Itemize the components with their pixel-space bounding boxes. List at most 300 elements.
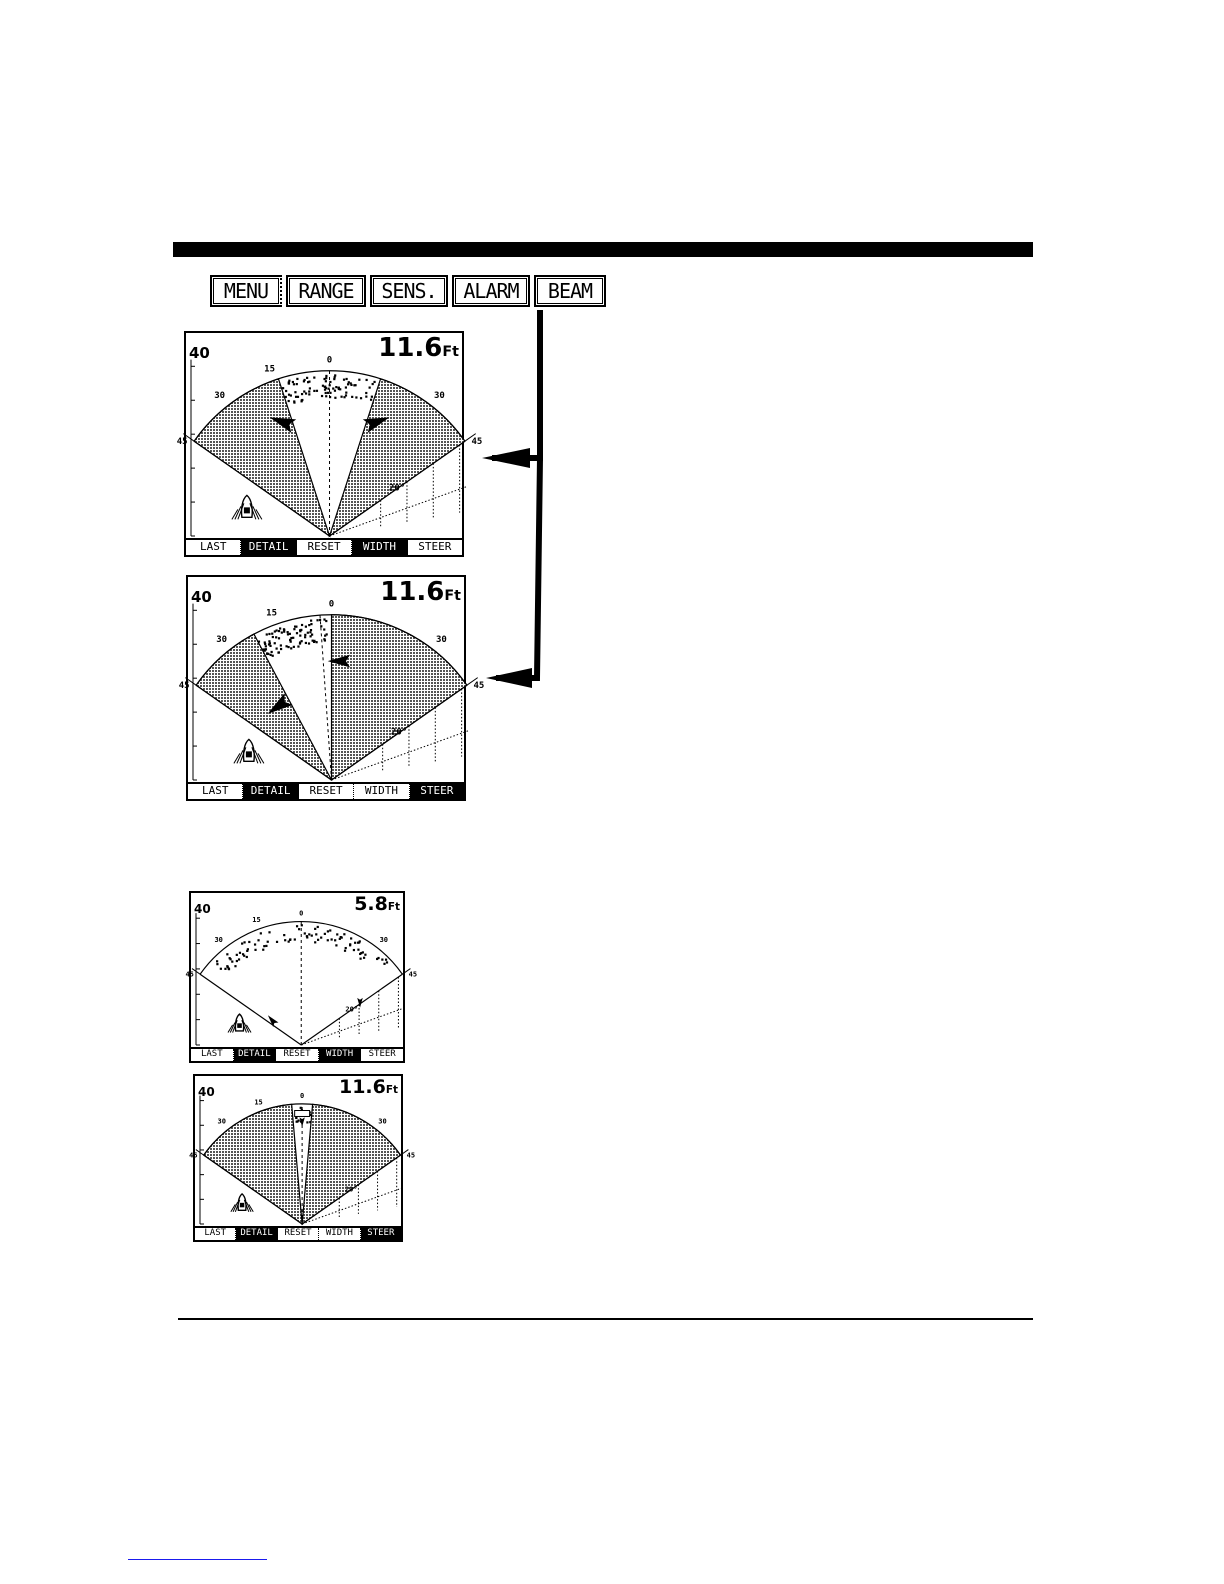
echo-return: [306, 1121, 308, 1123]
echo-return: [298, 1119, 300, 1121]
echo-return: [329, 392, 331, 394]
echo-return: [335, 386, 337, 388]
echo-return: [369, 387, 371, 389]
echo-return: [295, 396, 297, 398]
echo-return: [365, 396, 367, 398]
depth-value: 5.8: [354, 893, 388, 915]
echo-return: [287, 633, 289, 635]
echo-return: [293, 628, 295, 630]
echo-return: [246, 956, 248, 958]
tilt-angle-label: 20°: [388, 483, 406, 494]
echo-return: [316, 390, 318, 392]
angle-label-right30: 30: [379, 935, 389, 944]
beam-shade-right: [330, 379, 465, 536]
screen-softkey-last[interactable]: LAST: [186, 540, 241, 555]
echo-return: [277, 652, 279, 654]
echo-return: [260, 932, 262, 934]
angle-label-left30: 30: [216, 634, 228, 645]
screen-softkey-last[interactable]: LAST: [188, 784, 243, 799]
tilt-baseline: [301, 1008, 404, 1045]
echo-return: [294, 625, 296, 627]
tilt-angle-label: 20°: [345, 1005, 359, 1014]
echo-return: [265, 945, 267, 947]
depth-value: 11.6: [338, 1076, 386, 1098]
echo-return: [338, 387, 340, 389]
echo-return: [372, 383, 374, 385]
echo-return: [324, 933, 326, 935]
echo-return: [267, 941, 269, 943]
screen-softkey-reset[interactable]: RESET: [299, 784, 354, 799]
range-label: 40: [198, 1085, 215, 1099]
echo-return: [285, 390, 287, 392]
echo-return: [377, 957, 379, 959]
echo-return: [303, 390, 305, 392]
sonar-screen-steer: [178, 575, 485, 801]
echo-return: [335, 944, 337, 946]
echo-return: [366, 379, 368, 381]
screen-softkey-width[interactable]: WIDTH: [319, 1049, 362, 1061]
angle-label-left30: 30: [214, 935, 223, 944]
echo-return: [309, 1121, 311, 1123]
screen-softkey-reset[interactable]: RESET: [278, 1228, 319, 1240]
depth-readout: [339, 1078, 398, 1097]
echo-return: [325, 377, 327, 379]
echo-return: [294, 938, 296, 940]
depth-unit: Ft: [444, 588, 461, 604]
echo-return: [241, 942, 243, 944]
echo-return: [353, 949, 355, 951]
echo-return: [313, 376, 315, 378]
echo-return: [345, 947, 347, 949]
echo-return: [280, 644, 282, 646]
echo-return: [272, 655, 274, 657]
echo-return: [320, 937, 322, 939]
echo-return: [323, 628, 325, 630]
tilt-angle-label: 20°: [390, 727, 408, 738]
echo-return: [254, 949, 256, 951]
angle-label-left45: 45: [185, 970, 194, 979]
boat-icon: [228, 1014, 251, 1032]
angle-label-center: 0: [299, 909, 304, 918]
angle-label-right45: 45: [473, 681, 485, 692]
echo-return: [329, 384, 331, 386]
echo-return: [321, 395, 323, 397]
echo-return: [308, 624, 310, 626]
echo-return: [236, 954, 238, 956]
echo-return: [279, 627, 281, 629]
echo-return: [327, 939, 329, 941]
echo-return: [329, 381, 331, 383]
screen-softkey-last[interactable]: LAST: [191, 1049, 234, 1061]
echo-return: [293, 400, 295, 402]
screen-softkey-width[interactable]: WIDTH: [354, 784, 409, 799]
sonar-screen-narrow: [189, 1074, 416, 1242]
screen-softkey-steer[interactable]: STEER: [408, 540, 462, 555]
screen-softkey-bar: [188, 782, 464, 799]
echo-return: [306, 935, 308, 937]
echo-return: [271, 633, 273, 635]
depth-readout: [380, 579, 461, 605]
echo-return: [353, 384, 355, 386]
screen-softkey-steer[interactable]: STEER: [410, 784, 464, 799]
echo-return: [359, 958, 361, 960]
echo-return: [343, 933, 345, 935]
echo-return: [307, 632, 309, 634]
echo-return: [343, 379, 345, 381]
beam-shade-left: [194, 379, 329, 536]
echo-return: [254, 943, 256, 945]
echo-return: [243, 941, 245, 943]
echo-return: [308, 642, 310, 644]
range-label: 40: [194, 902, 211, 916]
echo-return: [288, 380, 290, 382]
echo-return: [239, 952, 241, 954]
echo-return: [317, 926, 319, 928]
echo-return: [317, 939, 319, 941]
echo-return: [284, 939, 286, 941]
echo-return: [334, 939, 336, 941]
echo-return: [306, 377, 308, 379]
echo-return: [297, 645, 299, 647]
echo-return: [268, 640, 270, 642]
echo-return: [288, 400, 290, 402]
echo-return: [274, 642, 276, 644]
echo-return: [276, 647, 278, 649]
angle-label-left15: 15: [266, 608, 278, 619]
screen-softkey-reset[interactable]: RESET: [297, 540, 352, 555]
angle-label-right45: 45: [408, 970, 418, 979]
echo-return: [320, 625, 322, 627]
echo-return: [257, 939, 259, 941]
echo-return: [313, 640, 315, 642]
echo-return: [357, 949, 359, 951]
echo-return: [325, 380, 327, 382]
echo-return: [299, 629, 301, 631]
echo-return: [296, 632, 298, 634]
echo-return: [323, 638, 325, 640]
depth-unit: Ft: [442, 344, 459, 360]
echo-return: [300, 400, 302, 402]
echo-return: [226, 965, 228, 967]
echo-return: [289, 639, 291, 641]
echo-return: [296, 925, 298, 927]
echo-return: [296, 383, 298, 385]
echo-return: [272, 636, 274, 638]
echo-return: [373, 381, 375, 383]
echo-return: [278, 630, 280, 632]
angle-label-center: 0: [328, 599, 335, 610]
echo-return: [324, 389, 326, 391]
screen-softkey-bar: [186, 538, 462, 555]
echo-return: [283, 631, 285, 633]
echo-return: [350, 937, 352, 939]
screen-softkey-width[interactable]: WIDTH: [352, 540, 407, 555]
depth-readout: [378, 335, 459, 361]
echo-return: [363, 957, 365, 959]
echo-return: [332, 387, 334, 389]
echo-return: [329, 929, 331, 931]
echo-return: [334, 374, 336, 376]
boat-icon: [232, 495, 262, 519]
echo-return: [269, 642, 271, 644]
angle-label-center: 0: [326, 355, 333, 366]
echo-return: [278, 637, 280, 639]
echo-return: [344, 950, 346, 952]
echo-return: [336, 933, 338, 935]
screen-softkey-detail[interactable]: DETAIL: [234, 1049, 277, 1061]
echo-return: [345, 394, 347, 396]
echo-return: [325, 392, 327, 394]
echo-return: [364, 954, 366, 956]
echo-return: [246, 950, 248, 952]
angle-label-left45: 45: [189, 1151, 198, 1160]
echo-return: [324, 635, 326, 637]
echo-return: [327, 388, 329, 390]
echo-return: [360, 397, 362, 399]
echo-return: [292, 381, 294, 383]
echo-return: [303, 380, 305, 382]
beam-shade-left: [196, 634, 331, 780]
echo-return: [346, 378, 348, 380]
echo-return: [358, 379, 360, 381]
echo-return: [298, 928, 300, 930]
echo-return: [288, 382, 290, 384]
echo-return: [216, 960, 218, 962]
range-label: 40: [189, 344, 210, 362]
angle-label-left15: 15: [252, 916, 261, 925]
echo-return: [216, 963, 218, 965]
echo-return: [347, 383, 349, 385]
angle-label-left15: 15: [264, 364, 276, 375]
echo-return: [264, 648, 266, 650]
screen-softkey-bar: [195, 1226, 401, 1240]
echo-return: [280, 648, 282, 650]
echo-return: [350, 384, 352, 386]
echo-return: [331, 938, 333, 940]
echo-return: [308, 933, 310, 935]
echo-return: [258, 641, 260, 643]
screen-softkey-detail[interactable]: DETAIL: [236, 1228, 277, 1240]
echo-return: [348, 381, 350, 383]
echo-return: [285, 645, 287, 647]
screen-softkey-reset[interactable]: RESET: [276, 1049, 319, 1061]
echo-return: [310, 629, 312, 631]
echo-return: [248, 941, 250, 943]
screen-softkey-steer[interactable]: STEER: [361, 1049, 403, 1061]
echo-return: [316, 641, 318, 643]
echo-return: [283, 628, 285, 630]
echo-return: [267, 653, 269, 655]
echo-return: [263, 945, 265, 947]
echo-return: [334, 390, 336, 392]
menu-softkey[interactable]: MENU: [210, 275, 282, 307]
echo-return: [300, 1107, 302, 1109]
angle-label-right30: 30: [435, 634, 447, 645]
echo-return: [293, 646, 295, 648]
echo-return: [287, 646, 289, 648]
echo-return: [305, 392, 307, 394]
sonar-screen-wide: [185, 891, 418, 1063]
echo-return: [354, 942, 356, 944]
echo-return: [301, 393, 303, 395]
echo-return: [345, 386, 347, 388]
echo-return: [229, 958, 231, 960]
echo-return: [309, 387, 311, 389]
echo-return: [309, 631, 311, 633]
screen-softkey-bar: [191, 1047, 403, 1061]
echo-return: [231, 961, 233, 963]
echo-return: [295, 1117, 297, 1119]
echo-return: [310, 623, 312, 625]
angle-label-left15: 15: [254, 1098, 263, 1107]
angle-label-left45: 45: [176, 437, 188, 448]
screen-softkey-detail[interactable]: DETAIL: [243, 784, 298, 799]
narrow-beam-marker: [295, 1111, 310, 1117]
boat-icon: [231, 1194, 253, 1212]
echo-return: [304, 636, 306, 638]
echo-return: [351, 396, 353, 398]
range-label: 40: [191, 588, 212, 606]
sens-softkey[interactable]: SENS.: [370, 275, 448, 307]
angle-label-left30: 30: [217, 1117, 226, 1126]
echo-return: [386, 961, 388, 963]
echo-return: [266, 633, 268, 635]
angle-label-left45: 45: [178, 681, 190, 692]
echo-return: [340, 396, 342, 398]
range-softkey[interactable]: RANGE: [286, 275, 366, 307]
sonar-beam-display: [185, 893, 418, 1061]
depth-value: 11.6: [380, 577, 445, 607]
echo-return: [381, 958, 383, 960]
echo-return: [345, 392, 347, 394]
echo-return: [311, 935, 313, 937]
echo-return: [316, 619, 318, 621]
echo-return: [268, 931, 270, 933]
echo-return: [289, 939, 291, 941]
echo-return: [370, 399, 372, 401]
echo-return: [304, 634, 306, 636]
echo-return: [265, 645, 267, 647]
echo-return: [315, 933, 317, 935]
echo-return: [274, 630, 276, 632]
screen-softkey-detail[interactable]: DETAIL: [241, 540, 296, 555]
echo-return: [308, 393, 310, 395]
beam-softkey[interactable]: BEAM: [534, 275, 606, 307]
echo-return: [325, 395, 327, 397]
depth-readout: [354, 895, 400, 914]
echo-return: [304, 932, 306, 934]
echo-return: [271, 651, 273, 653]
echo-return: [294, 391, 296, 393]
echo-return: [293, 383, 295, 385]
echo-return: [308, 390, 310, 392]
echo-return: [297, 396, 299, 398]
echo-return: [290, 394, 292, 396]
echo-return: [340, 936, 342, 938]
echo-return: [301, 624, 303, 626]
depth-value: 11.6: [378, 333, 443, 363]
echo-return: [283, 934, 285, 936]
echo-return: [282, 387, 284, 389]
echo-return: [334, 397, 336, 399]
echo-return: [301, 924, 303, 926]
echo-return: [327, 392, 329, 394]
echo-return: [276, 941, 278, 943]
echo-return: [290, 637, 292, 639]
footer-link-underline: [128, 1559, 267, 1560]
echo-return: [285, 396, 287, 398]
echo-return: [314, 941, 316, 943]
beam-edge-left: [200, 974, 301, 1045]
sonar-screen-width: [176, 331, 483, 557]
echo-return: [319, 619, 321, 621]
echo-return: [281, 631, 283, 633]
echo-return: [270, 654, 272, 656]
footer-rule: [178, 1318, 1033, 1320]
echo-return: [327, 930, 329, 932]
angle-label-center: 0: [300, 1091, 305, 1100]
angle-label-right30: 30: [433, 390, 445, 401]
echo-return: [362, 951, 364, 953]
screen-softkey-last[interactable]: LAST: [195, 1228, 236, 1240]
echo-return: [334, 376, 336, 378]
angle-label-right30: 30: [378, 1117, 387, 1126]
angle-label-left30: 30: [214, 390, 226, 401]
angle-label-right45: 45: [406, 1151, 416, 1160]
echo-return: [299, 642, 301, 644]
echo-return: [236, 960, 238, 962]
echo-return: [349, 943, 351, 945]
echo-return: [262, 949, 264, 951]
screen-softkey-width[interactable]: WIDTH: [319, 1228, 360, 1240]
echo-return: [313, 390, 315, 392]
echo-return: [329, 396, 331, 398]
angle-label-right45: 45: [471, 437, 483, 448]
echo-return: [305, 626, 307, 628]
tilt-angle-label: 20°: [344, 1185, 358, 1194]
sonar-beam-display: [176, 333, 483, 555]
echo-return: [275, 636, 277, 638]
echo-return: [296, 378, 298, 380]
echo-return: [371, 396, 373, 398]
echo-return: [264, 641, 266, 643]
sonar-beam-display: [178, 577, 485, 799]
echo-return: [287, 631, 289, 633]
echo-return: [314, 928, 316, 930]
alarm-softkey[interactable]: ALARM: [452, 275, 530, 307]
screen-softkey-steer[interactable]: STEER: [361, 1228, 401, 1240]
echo-return: [365, 392, 367, 394]
echo-return: [310, 620, 312, 622]
echo-return: [323, 618, 325, 620]
echo-return: [224, 968, 226, 970]
echo-return: [299, 635, 301, 637]
echo-return: [385, 959, 387, 961]
echo-return: [234, 965, 236, 967]
echo-return: [268, 633, 270, 635]
depth-unit: Ft: [385, 1084, 398, 1096]
echo-return: [307, 381, 309, 383]
echo-return: [269, 645, 271, 647]
echo-return: [220, 968, 222, 970]
depth-unit: Ft: [387, 901, 400, 913]
echo-return: [226, 953, 228, 955]
echo-return: [359, 940, 361, 942]
echo-return: [355, 396, 357, 398]
echo-return: [305, 642, 307, 644]
sonar-beam-display: [189, 1076, 416, 1240]
boat-icon: [234, 739, 264, 763]
